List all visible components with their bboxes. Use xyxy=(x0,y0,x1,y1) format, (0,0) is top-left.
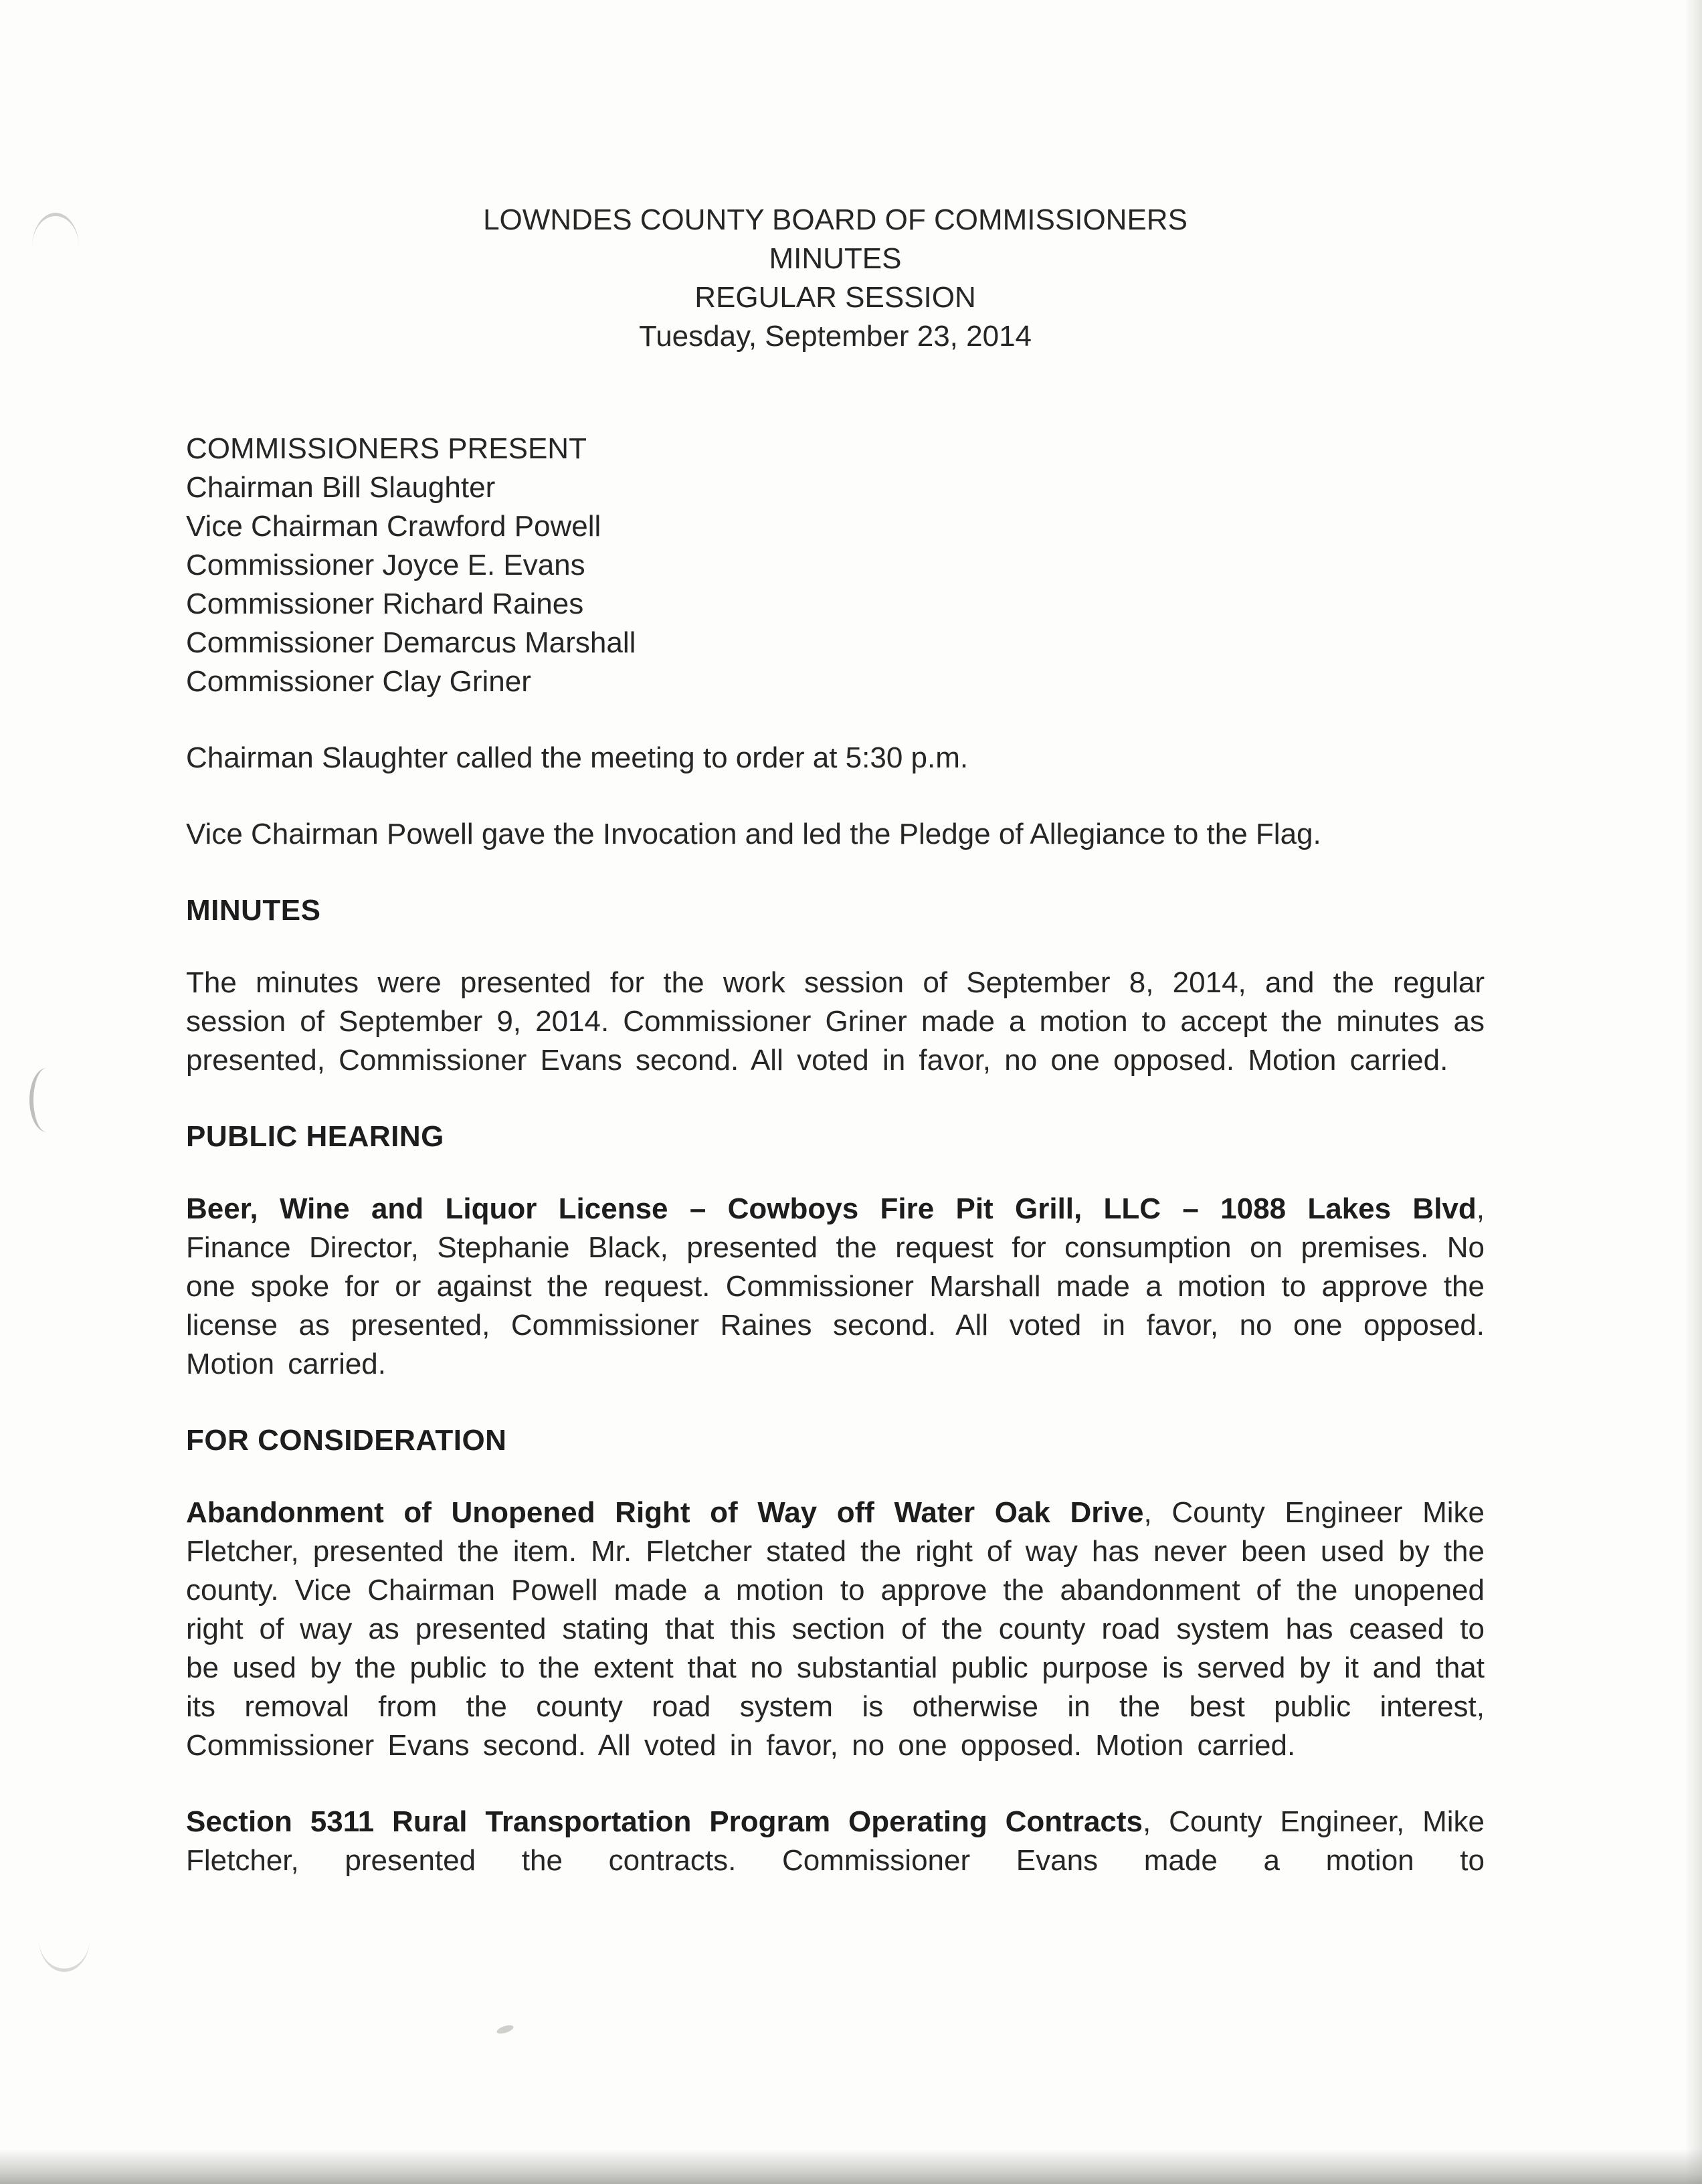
abandonment-item-body: , County Engineer Mike Fletcher, presented the item. Mr. Fletcher stated the right of way has never been used by the county. Vice Chairman Powell made a motion to approve the abandonment of the unopened right of way as presented stating that this section of the county road system has ceased to be used by the public to the extent that no substantial public purpose is served by it and that its removal from the county road system is otherwise in the best public interest, Commissioner Evans second. All voted in favor, no one opposed. Motion carried. xyxy=(186,1496,1485,1762)
liquor-license-item-body: , Finance Director, Stephanie Black, presented the request for consumption on premises. No one spoke for or against the request. Commissioner Marshall made a motion to approve the license as presented, Commissioner Raines second. All voted in favor, no one opposed. Motion carried. xyxy=(186,1192,1485,1380)
scan-artifact-smudge xyxy=(496,2023,514,2035)
scan-edge-shadow-bottom xyxy=(0,2149,1702,2184)
commissioners-present-section xyxy=(186,430,1485,701)
commissioner-name: Commissioner Clay Griner xyxy=(186,665,531,698)
title-line-date: Tuesday, September 23, 2014 xyxy=(638,320,1032,353)
public-hearing-heading: PUBLIC HEARING xyxy=(186,1120,444,1153)
for-consideration-heading: FOR CONSIDERATION xyxy=(186,1424,507,1457)
liquor-license-item-paragraph xyxy=(186,1190,1485,1384)
commissioner-name: Commissioner Joyce E. Evans xyxy=(186,549,585,581)
title-line-organization: LOWNDES COUNTY BOARD OF COMMISSIONERS xyxy=(483,203,1188,236)
scan-artifact-bottom-curve xyxy=(39,1939,90,1972)
abandonment-item-paragraph xyxy=(186,1493,1485,1765)
commissioners-present-heading: COMMISSIONERS PRESENT xyxy=(186,432,587,465)
commissioner-name: Vice Chairman Crawford Powell xyxy=(186,510,601,543)
section-5311-item-body: , County Engineer, Mike Fletcher, presented the contracts. Commissioner Evans made a motion to xyxy=(186,1805,1485,1877)
call-to-order-paragraph: Chairman Slaughter called the meeting to order at 5:30 p.m. xyxy=(186,741,969,774)
section-5311-item-title: Section 5311 Rural Transportation Program Operating Contracts xyxy=(186,1805,1143,1838)
title-line-minutes: MINUTES xyxy=(769,242,902,275)
invocation-paragraph: Vice Chairman Powell gave the Invocation and led the Pledge of Allegiance to the Flag. xyxy=(186,818,1321,850)
section-5311-item-paragraph xyxy=(186,1803,1485,1880)
document-title-block xyxy=(186,201,1485,356)
scan-edge-shadow-right xyxy=(1685,0,1702,2184)
scan-artifact-left-paren xyxy=(29,1068,64,1132)
commissioner-name: Chairman Bill Slaughter xyxy=(186,471,496,504)
scan-artifact-top-curve xyxy=(32,213,79,247)
title-line-session: REGULAR SESSION xyxy=(694,281,976,314)
commissioner-name: Commissioner Demarcus Marshall xyxy=(186,626,636,659)
liquor-license-item-title: Beer, Wine and Liquor License – Cowboys Fire Pit Grill, LLC – 1088 Lakes Blvd xyxy=(186,1192,1477,1225)
minutes-heading: MINUTES xyxy=(186,894,321,927)
abandonment-item-title: Abandonment of Unopened Right of Way off Water Oak Drive xyxy=(186,1496,1144,1529)
minutes-paragraph: The minutes were presented for the work session of September 8, 2014, and the regular session of September 9, 2014. Commissioner Griner made a motion to accept the minutes as presented, Commissioner Evans second. All voted in favor, no one opposed. Motion carried. xyxy=(186,966,1485,1077)
commissioner-name: Commissioner Richard Raines xyxy=(186,587,584,620)
